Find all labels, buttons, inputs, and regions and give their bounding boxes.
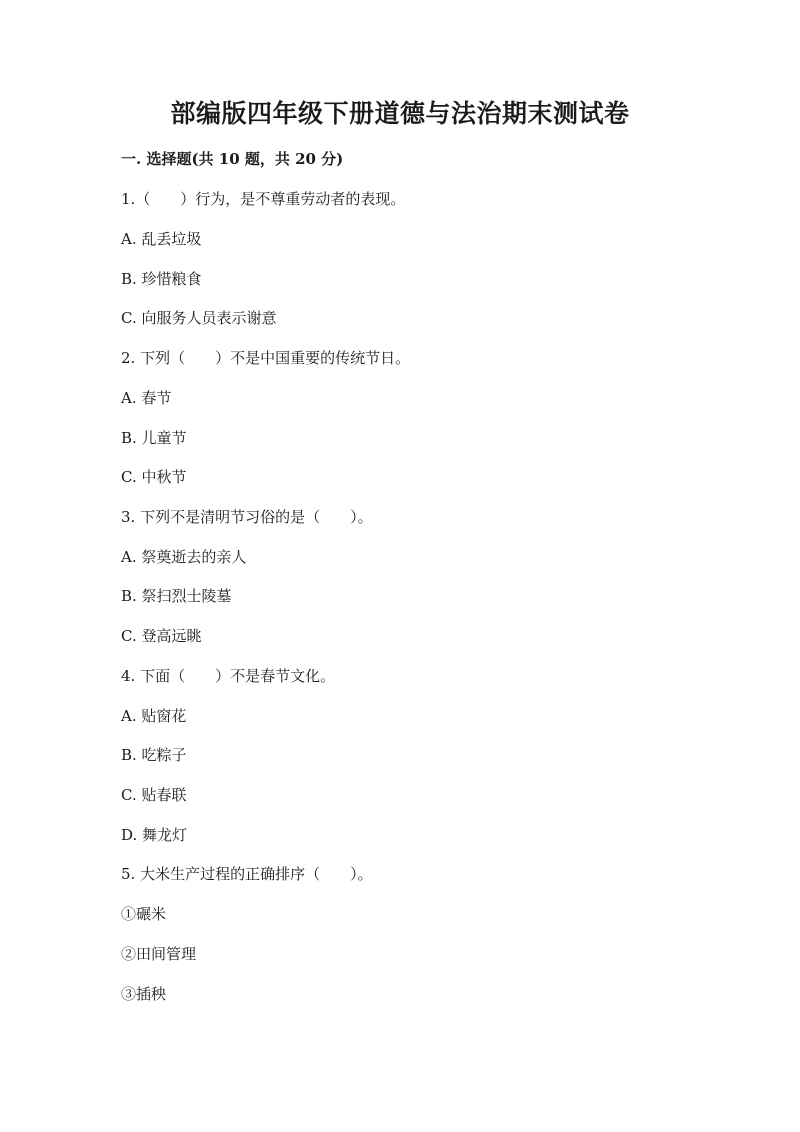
option-3b: B. 祭扫烈士陵墓	[121, 587, 232, 605]
question-3: 3. 下列不是清明节习俗的是（ ）。	[121, 508, 373, 526]
option-3a: A. 祭奠逝去的亲人	[121, 548, 247, 566]
step-1: ①碾米	[121, 905, 167, 923]
option-3c: C. 登高远眺	[121, 627, 202, 645]
option-2a: A. 春节	[121, 389, 172, 407]
option-1b: B. 珍惜粮食	[121, 270, 202, 288]
option-4a: A. 贴窗花	[121, 707, 187, 725]
option-1c: C. 向服务人员表示谢意	[121, 309, 277, 327]
option-4c: C. 贴春联	[121, 786, 187, 804]
section-heading: 一. 选择题(共 10 题，共 20 分)	[121, 150, 344, 168]
page-title: 部编版四年级下册道德与法治期末测试卷	[170, 99, 630, 128]
question-1: 1.（ ）行为，是不尊重劳动者的表现。	[121, 190, 406, 208]
option-2c: C. 中秋节	[121, 468, 187, 486]
question-4: 4. 下面（ ）不是春节文化。	[121, 667, 336, 685]
question-5: 5. 大米生产过程的正确排序（ ）。	[121, 865, 373, 883]
option-4d: D. 舞龙灯	[121, 826, 188, 844]
step-3: ③插秧	[121, 985, 167, 1003]
question-2: 2. 下列（ ）不是中国重要的传统节日。	[121, 349, 411, 367]
option-2b: B. 儿童节	[121, 429, 187, 447]
option-4b: B. 吃粽子	[121, 746, 187, 764]
step-2: ②田间管理	[121, 945, 197, 963]
option-1a: A. 乱丢垃圾	[121, 230, 202, 248]
